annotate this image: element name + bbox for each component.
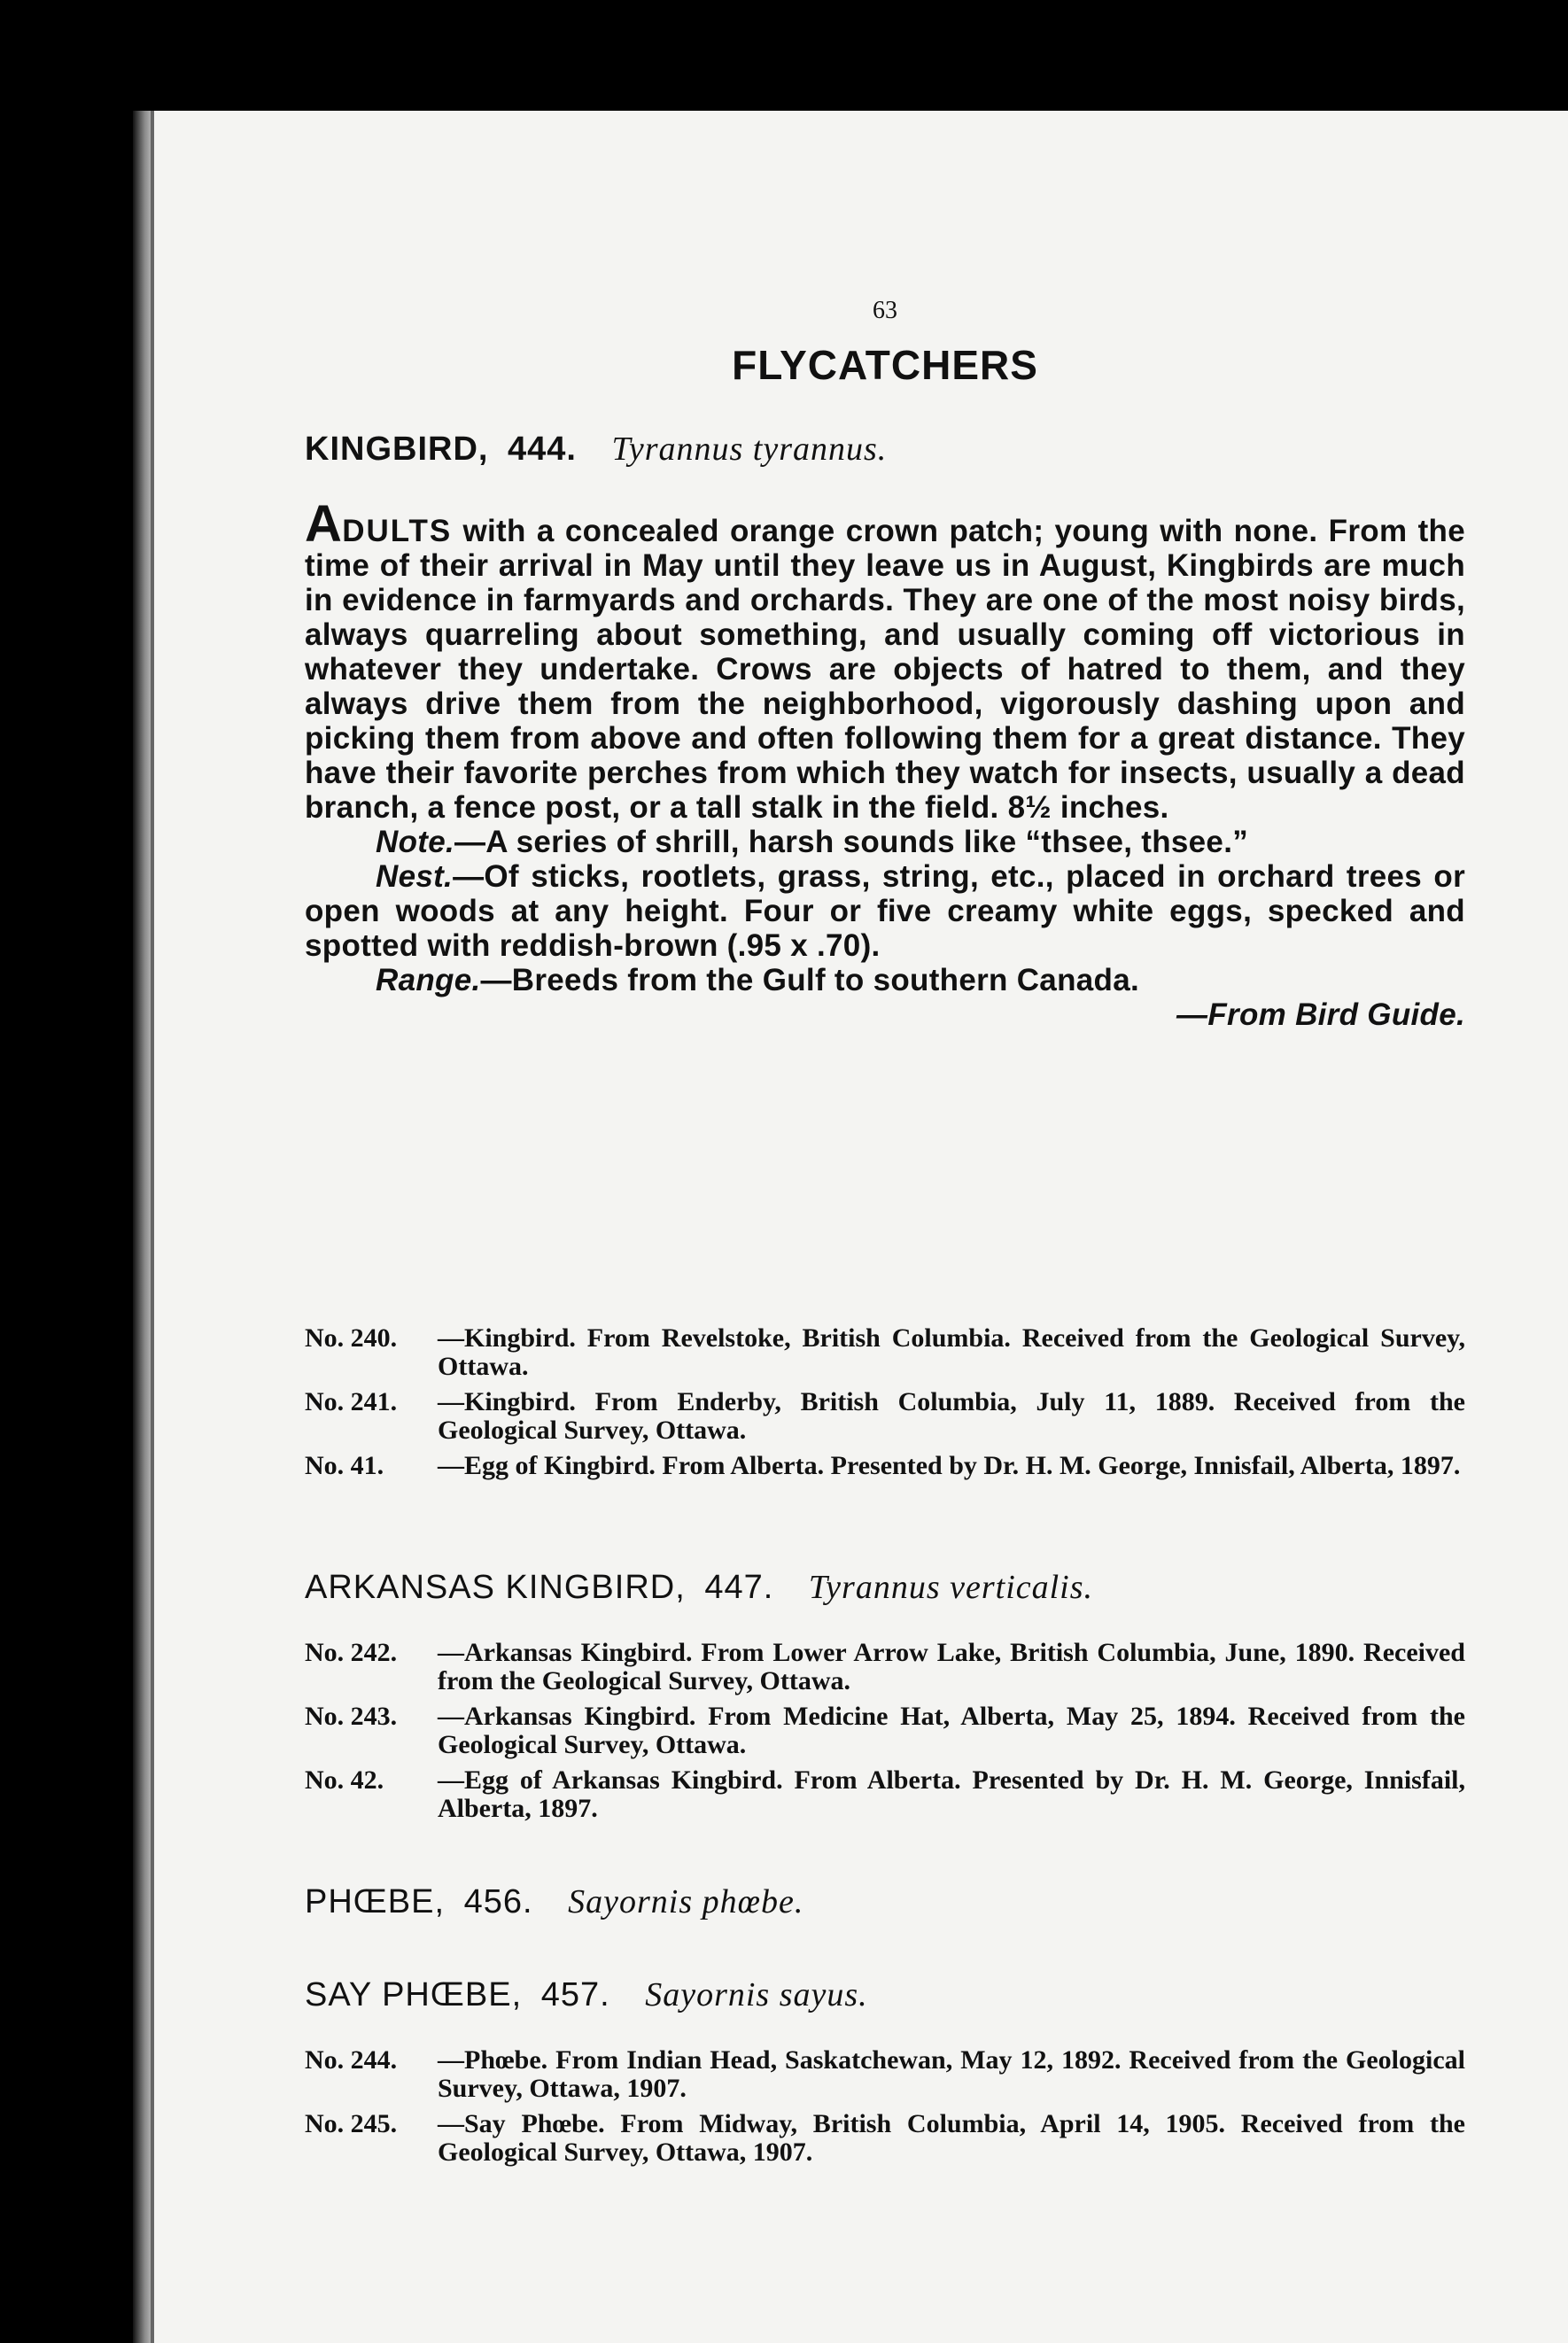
record-number: No. 243.: [305, 1702, 398, 1731]
record-number: No. 241.: [305, 1387, 398, 1416]
species-name: PHŒBE,: [305, 1883, 446, 1920]
record-text: —Egg of Kingbird. From Alberta. Presented by Dr. H. M. George, Innisfail, Alberta, 1897.: [438, 1451, 1461, 1480]
record-item: [305, 1388, 1465, 1445]
attribution: —From Bird Guide.: [1176, 997, 1465, 1032]
species-name: SAY PHŒBE,: [305, 1976, 523, 2013]
record-text: —Arkansas Kingbird. From Lower Arrow Lake, British Columbia, June, 1890. Received from the Geological Survey, Ottawa.: [438, 1638, 1465, 1695]
record-item: [305, 2046, 1465, 2103]
scientific-name: Tyrannus tyrannus.: [611, 431, 888, 468]
first-word: DULTS: [342, 514, 453, 548]
description-text: with a concealed orange crown patch; young with none. From the time of their arrival in May until they leave us in August, Kingbirds are much in evidence in farmyards and orchards. They are one of the most noisy birds, always quarreling about something, and usually coming off victorious in whatever they undertake. Crows are objects of hatred to them, and they always drive them from the neighborhood, vigorously dashing upon and picking them from above and often following them for a great distance. They have their favorite perches from which they watch for insects, usually a dead branch, a fence post, or a tall stalk in the field. 8½ inches.: [305, 514, 1466, 825]
note-label: Note.: [376, 825, 454, 859]
chapter-title: FLYCATCHERS: [732, 342, 1038, 388]
note-text: —A series of shrill, harsh sounds like “thsee, thsee.”: [454, 825, 1249, 859]
record-item: [305, 1639, 1465, 1695]
book-page: [151, 111, 1568, 2343]
species-heading-phoebe: [305, 1882, 803, 1921]
nest-label: Nest.: [376, 859, 454, 894]
record-number: No. 244.: [305, 2045, 398, 2075]
record-item: [305, 1452, 1465, 1480]
range-paragraph: [305, 963, 1465, 997]
description-paragraph: [305, 495, 1466, 825]
drop-cap: A: [305, 495, 343, 553]
page-binding-edge: [133, 111, 152, 2343]
record-number: No. 242.: [305, 1638, 398, 1667]
page-number: 63: [873, 297, 897, 324]
range-label: Range.: [376, 963, 481, 997]
record-item: [305, 2110, 1465, 2167]
record-text: —Say Phœbe. From Midway, British Columbia, April 14, 1905. Received from the Geological Survey, Ottawa, 1907.: [438, 2109, 1465, 2167]
note-paragraph: [305, 825, 1465, 859]
arkansas-records: [305, 1639, 1465, 1830]
species-heading-say-phoebe: [305, 1975, 868, 2014]
nest-text: —Of sticks, rootlets, grass, string, etc., placed in orchard trees or open woods at any height. Four or five creamy white eggs, specked and spotted with reddish-brown (.95 x .70).: [305, 859, 1465, 963]
record-item: [305, 1703, 1465, 1759]
range-text: —Breeds from the Gulf to southern Canada.: [480, 963, 1139, 997]
record-text: —Kingbird. From Enderby, British Columbia, July 11, 1889. Received from the Geological Survey, Ottawa.: [438, 1387, 1465, 1445]
species-heading-arkansas-kingbird: [305, 1568, 1093, 1607]
record-text: —Kingbird. From Revelstoke, British Columbia. Received from the Geological Survey, Ottawa.: [438, 1323, 1465, 1381]
record-number: No. 240.: [305, 1323, 398, 1353]
kingbird-records: [305, 1324, 1465, 1487]
species-number: 456.: [463, 1883, 533, 1920]
kingbird-description: [305, 495, 1466, 1032]
record-text: —Egg of Arkansas Kingbird. From Alberta. Presented by Dr. H. M. George, Innisfail, Alberta, 1897.: [438, 1765, 1465, 1823]
scientific-name: Tyrannus verticalis.: [808, 1569, 1094, 1606]
scientific-name: Sayornis phœbe.: [568, 1883, 804, 1920]
species-name: KINGBIRD,: [305, 431, 489, 468]
species-number: 444.: [508, 431, 577, 468]
record-number: No. 42.: [305, 1765, 384, 1795]
nest-paragraph: [305, 859, 1465, 963]
species-heading-kingbird: [305, 430, 887, 469]
record-number: No. 245.: [305, 2109, 398, 2138]
record-text: —Phœbe. From Indian Head, Saskatchewan, May 12, 1892. Received from the Geological Survey, Ottawa, 1907.: [438, 2045, 1465, 2103]
record-number: No. 41.: [305, 1451, 384, 1480]
scientific-name: Sayornis sayus.: [645, 1976, 868, 2013]
record-item: [305, 1766, 1465, 1823]
say-phoebe-records: [305, 2046, 1465, 2174]
record-text: —Arkansas Kingbird. From Medicine Hat, Alberta, May 25, 1894. Received from the Geological Survey, Ottawa.: [438, 1702, 1465, 1759]
species-name: ARKANSAS KINGBIRD,: [305, 1569, 686, 1606]
record-item: [305, 1324, 1465, 1381]
species-number: 447.: [704, 1569, 774, 1606]
species-number: 457.: [540, 1976, 610, 2013]
